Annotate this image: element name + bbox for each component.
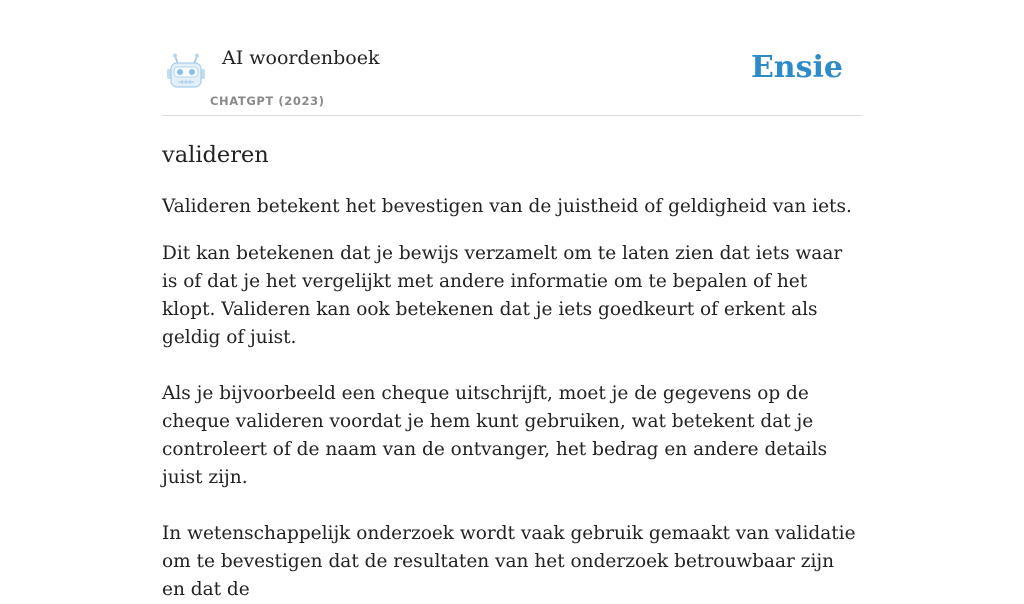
entry-paragraph: Dit kan betekenen dat je bewijs verzamelt om te laten zien dat iets waar is of dat je het vergelijkt met andere informatie om te bepalen of het klopt. Valideren kan ook betekenen dat je iets goedkeurt of erkent als geldig of juist. xyxy=(162,243,843,348)
robot-icon xyxy=(166,52,206,90)
entry-paragraph: Als je bijvoorbeeld een cheque uitschrijft, moet je de gegevens op de cheque valideren voordat je hem kunt gebruiken, wat betekent dat je controleert of de naam van de ontvanger, het bedrag en andere details juist zijn. xyxy=(162,383,828,488)
entry-paragraph: In wetenschappelijk onderzoek wordt vaak gebruik gemaakt van validatie om te bevestigen dat de resultaten van het onderzoek betrouwbaar zijn en dat de xyxy=(162,523,856,600)
page xyxy=(162,0,862,604)
entry-term: valideren xyxy=(162,142,269,168)
source-subtitle: CHATGPT (2023) xyxy=(210,94,325,108)
source-title[interactable]: AI woordenboek xyxy=(222,47,380,69)
entry-header xyxy=(162,0,862,116)
entry-definition: Valideren betekent het bevestigen van de juistheid of geldigheid van iets. xyxy=(162,196,852,217)
brand-logo[interactable]: Ensie xyxy=(750,50,843,85)
